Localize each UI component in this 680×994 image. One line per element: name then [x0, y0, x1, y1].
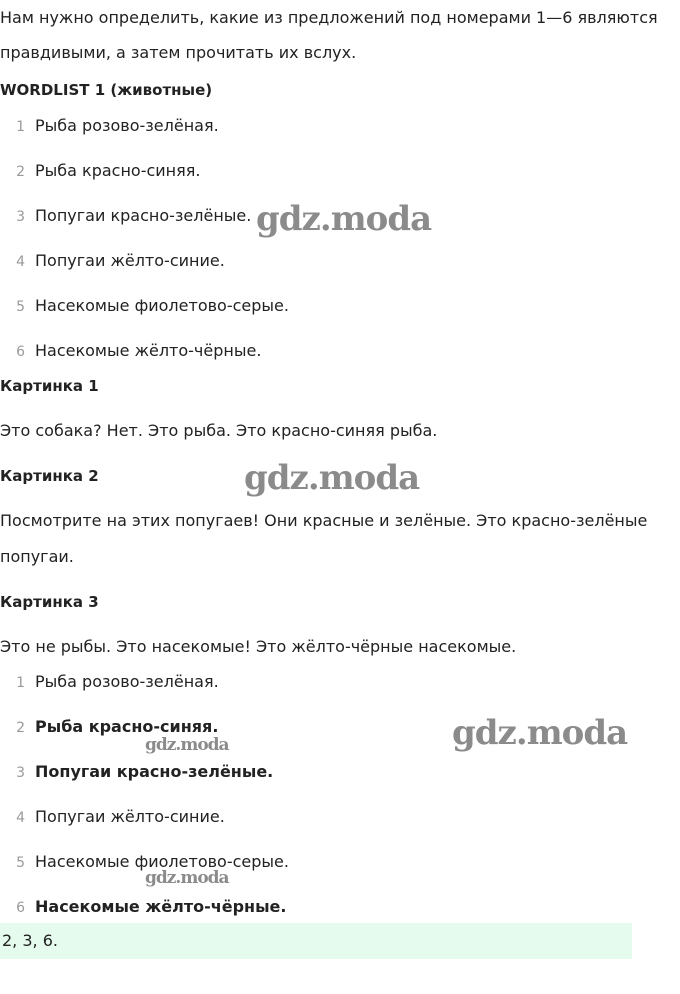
item-text-correct: Рыба красно-синяя. [35, 717, 219, 736]
item-text: Рыба розово-зелёная. [35, 116, 219, 135]
item-text: Попугаи красно-зелёные. [35, 206, 252, 225]
picture-2-text-line-2: попугаи. [0, 547, 74, 566]
item-text: Насекомые фиолетово-серые. [35, 852, 289, 871]
list-item [0, 338, 261, 364]
watermark-logo: gdz.moda [145, 868, 229, 888]
item-text: Насекомые жёлто-чёрные. [35, 341, 262, 360]
item-number: 2 [16, 164, 25, 180]
wordlist-title: WORDLIST 1 (животные) [0, 81, 213, 99]
item-number: 6 [16, 344, 25, 360]
item-number: 2 [16, 720, 25, 736]
item-text: Рыба розово-зелёная. [35, 672, 219, 691]
item-number: 4 [16, 254, 25, 270]
item-text-correct: Насекомые жёлто-чёрные. [35, 897, 287, 916]
list-item [0, 759, 273, 785]
item-number: 3 [16, 209, 25, 225]
watermark-logo: gdz.moda [244, 458, 420, 498]
list-item [0, 293, 289, 319]
list-item [0, 113, 219, 139]
list-item [0, 158, 200, 184]
item-number: 3 [16, 765, 25, 781]
picture-1-text: Это собака? Нет. Это рыба. Это красно-синяя рыба. [0, 421, 438, 440]
item-number: 5 [16, 855, 25, 871]
item-text: Рыба красно-синяя. [35, 161, 201, 180]
item-text: Насекомые фиолетово-серые. [35, 296, 289, 315]
picture-2-text-line-1: Посмотрите на этих попугаев! Они красные и зелёные. Это красно-зелёные [0, 511, 648, 530]
item-number: 1 [16, 675, 25, 691]
item-text: Попугаи жёлто-синие. [35, 251, 225, 270]
watermark-logo: gdz.moda [452, 713, 628, 753]
item-number: 4 [16, 810, 25, 826]
watermark-logo: gdz.moda [145, 735, 229, 755]
list-item [0, 804, 225, 830]
list-item [0, 203, 251, 229]
intro-line-2: правдивыми, а затем прочитать их вслух. [0, 43, 357, 62]
item-text: Попугаи жёлто-синие. [35, 807, 225, 826]
list-item [0, 669, 219, 695]
list-item [0, 248, 225, 274]
watermark-logo: gdz.moda [256, 199, 432, 239]
picture-3-title: Картинка 3 [0, 593, 99, 611]
list-item [0, 894, 286, 920]
item-number: 5 [16, 299, 25, 315]
picture-2-title: Картинка 2 [0, 467, 99, 485]
item-number: 1 [16, 119, 25, 135]
item-number: 6 [16, 900, 25, 916]
answer-box: 2, 3, 6. [0, 923, 632, 959]
item-text-correct: Попугаи красно-зелёные. [35, 762, 274, 781]
picture-3-text: Это не рыбы. Это насекомые! Это жёлто-чёрные насекомые. [0, 637, 517, 656]
intro-line-1: Нам нужно определить, какие из предложений под номерами 1—6 являются [0, 8, 658, 27]
picture-1-title: Картинка 1 [0, 377, 99, 395]
